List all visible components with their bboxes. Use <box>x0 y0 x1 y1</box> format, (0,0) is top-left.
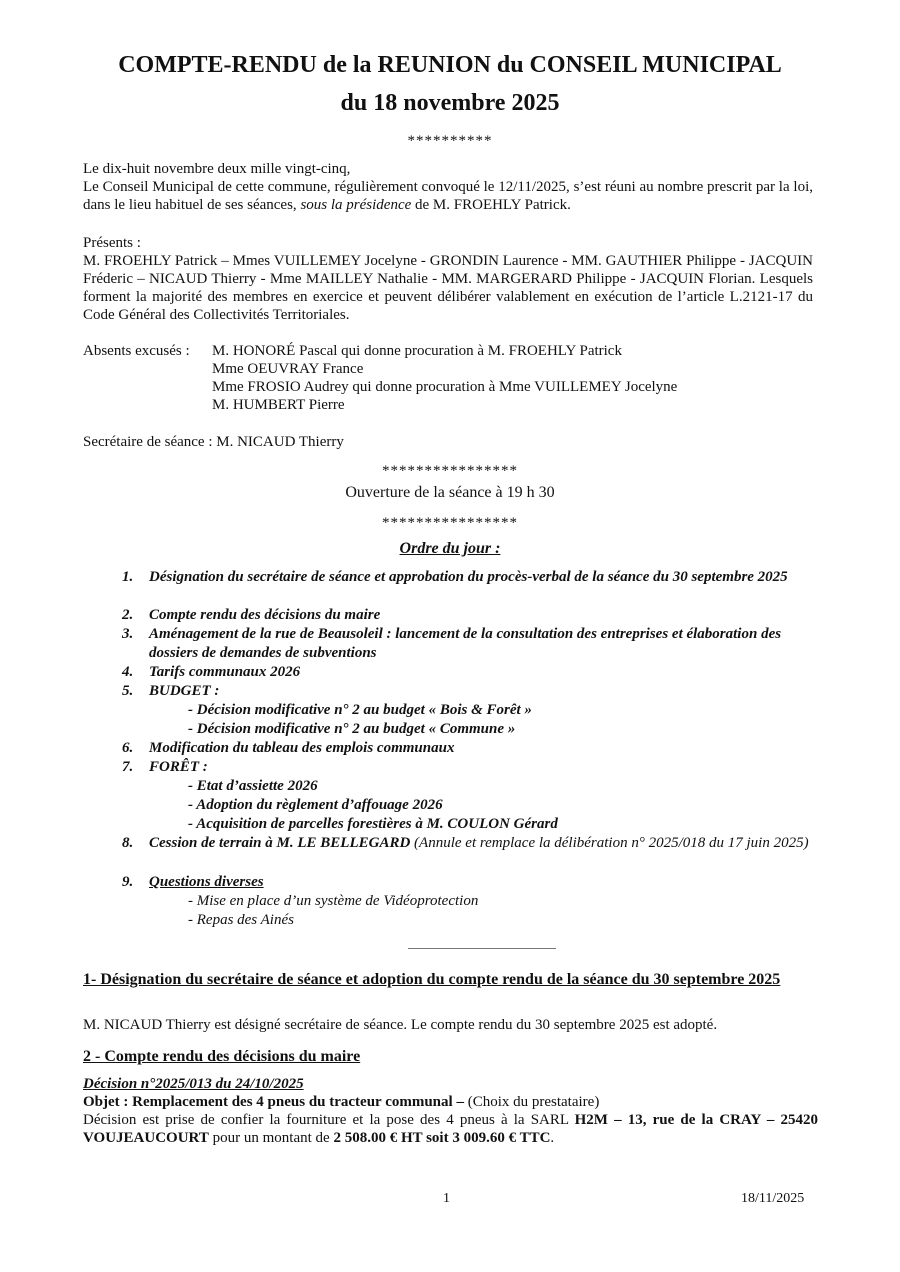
agenda-subitem: - Etat d’assiette 2026 <box>188 778 318 794</box>
title-stars-separator: ********** <box>407 133 493 149</box>
decision-reference: Décision n°2025/013 du 24/10/2025 <box>83 1076 304 1092</box>
agenda-item: BUDGET : <box>149 683 220 699</box>
decision-object-title: Objet : Remplacement des 4 pneus du tracteur communal – <box>83 1094 464 1110</box>
agenda-number: 6. <box>122 740 134 756</box>
agenda-subitem: - Acquisition de parcelles forestières à M. COULON Gérard <box>188 816 558 832</box>
agenda-number: 4. <box>122 664 134 680</box>
agenda-item-note: (Annule et remplace la délibération n° 2025/018 du 17 juin 2025) <box>410 835 809 851</box>
agenda-number: 1. <box>122 569 134 585</box>
absents-label: Absents excusés : <box>83 343 190 359</box>
agenda-item: Tarifs communaux 2026 <box>149 664 301 680</box>
absent-item: Mme FROSIO Audrey qui donne procuration à Mme VUILLEMEY Jocelyne <box>212 379 678 395</box>
agenda-number: 5. <box>122 683 134 699</box>
page-number: 1 <box>443 1191 450 1206</box>
agenda-number: 8. <box>122 835 134 851</box>
agenda-item: Aménagement de la rue de Beausoleil : lancement de la consultation des entreprises et élaboration des dossiers de demandes de subventions <box>149 626 782 661</box>
agenda-item: Compte rendu des décisions du maire <box>149 607 381 623</box>
decision-amount: 2 508.00 € HT soit 3 009.60 € TTC <box>333 1130 551 1146</box>
agenda-subitem: - Décision modificative n° 2 au budget « Commune » <box>188 721 516 737</box>
document-title-line2: du 18 novembre 2025 <box>340 90 560 116</box>
agenda-subitem: - Adoption du règlement d’affouage 2026 <box>188 797 443 813</box>
absent-item: M. HUMBERT Pierre <box>212 397 345 413</box>
decision-text-end: . <box>550 1130 555 1146</box>
session-opening: Ouverture de la séance à 19 h 30 <box>345 484 555 501</box>
agenda-title: Ordre du jour : <box>399 540 501 557</box>
agenda-number: 9. <box>122 874 134 890</box>
agenda-item: FORÊT : <box>149 759 208 775</box>
decision-object-note: (Choix du prestataire) <box>463 1094 600 1110</box>
decision-supplier: H2M – 13, rue de la CRAY – 25420 VOUJEAUCOURT <box>83 1112 818 1146</box>
secretary-line: Secrétaire de séance : M. NICAUD Thierry <box>83 434 344 450</box>
session-stars-top: **************** <box>382 463 518 479</box>
intro-date-line: Le dix-huit novembre deux mille vingt-cinq, <box>83 161 351 177</box>
document-title-line1: COMPTE-RENDU de la REUNION du CONSEIL MUNICIPAL <box>118 52 782 78</box>
absent-item: M. HONORÉ Pascal qui donne procuration à M. FROEHLY Patrick <box>212 343 622 359</box>
agenda-item-text: Cession de terrain à M. LE BELLEGARD <box>149 835 411 851</box>
footer-date: 18/11/2025 <box>741 1191 805 1206</box>
presents-list: M. FROEHLY Patrick – Mmes VUILLEMEY Jocelyne - GRONDIN Laurence - MM. GAUTHIER Philippe - JACQUIN Fréderic – NICAUD Thierry - Mme MAILLEY Nathalie - MM. MARGERARD Philippe - JACQUIN Florian. Lesquels forment la majorité des membres en exercice et peuvent délibérer valablement en exécution de l’article L.2121-17 du Code Général des Collectivités Territoriales. <box>83 253 813 323</box>
agenda-number: 7. <box>122 759 134 775</box>
session-stars-bottom: **************** <box>382 515 518 531</box>
agenda-subitem: - Repas des Ainés <box>188 912 294 928</box>
presents-label: Présents : <box>83 235 141 251</box>
decision-text-pre: Décision est prise de confier la fourniture et la pose des 4 pneus à la SARL <box>83 1112 575 1128</box>
agenda-item: Modification du tableau des emplois communaux <box>149 740 455 756</box>
agenda-subitem: - Décision modificative n° 2 au budget « Bois & Forêt » <box>188 702 532 718</box>
intro-text-post: de M. FROEHLY Patrick. <box>411 197 571 213</box>
agenda-item: Questions diverses <box>149 874 264 890</box>
agenda-number: 3. <box>122 626 134 642</box>
section2-title: 2 - Compte rendu des décisions du maire <box>83 1048 361 1065</box>
decision-object <box>83 1093 818 1111</box>
section-divider <box>408 948 556 949</box>
agenda-subitem: - Mise en place d’un système de Vidéoprotection <box>188 893 479 909</box>
section1-text: M. NICAUD Thierry est désigné secrétaire de séance. Le compte rendu du 30 septembre 2025 est adopté. <box>83 1017 718 1033</box>
decision-text <box>83 1111 818 1147</box>
agenda-number: 2. <box>122 607 134 623</box>
intro-text-pre: Le Conseil Municipal de cette commune, régulièrement convoqué le 12/11/2025, s’est réuni au nombre prescrit par la loi, dans le lieu habituel de ses séances, <box>83 179 813 213</box>
agenda-item: Désignation du secrétaire de séance et approbation du procès-verbal de la séance du 30 septembre 2025 <box>149 569 788 585</box>
decision-text-mid: pour un montant de <box>208 1130 334 1146</box>
section1-title: 1- Désignation du secrétaire de séance et adoption du compte rendu de la séance du 30 septembre 2025 <box>83 971 781 988</box>
agenda-item <box>149 834 819 853</box>
intro-paragraph <box>83 178 813 214</box>
intro-text-italic: sous la présidence <box>300 197 412 213</box>
absent-item: Mme OEUVRAY France <box>212 361 364 377</box>
